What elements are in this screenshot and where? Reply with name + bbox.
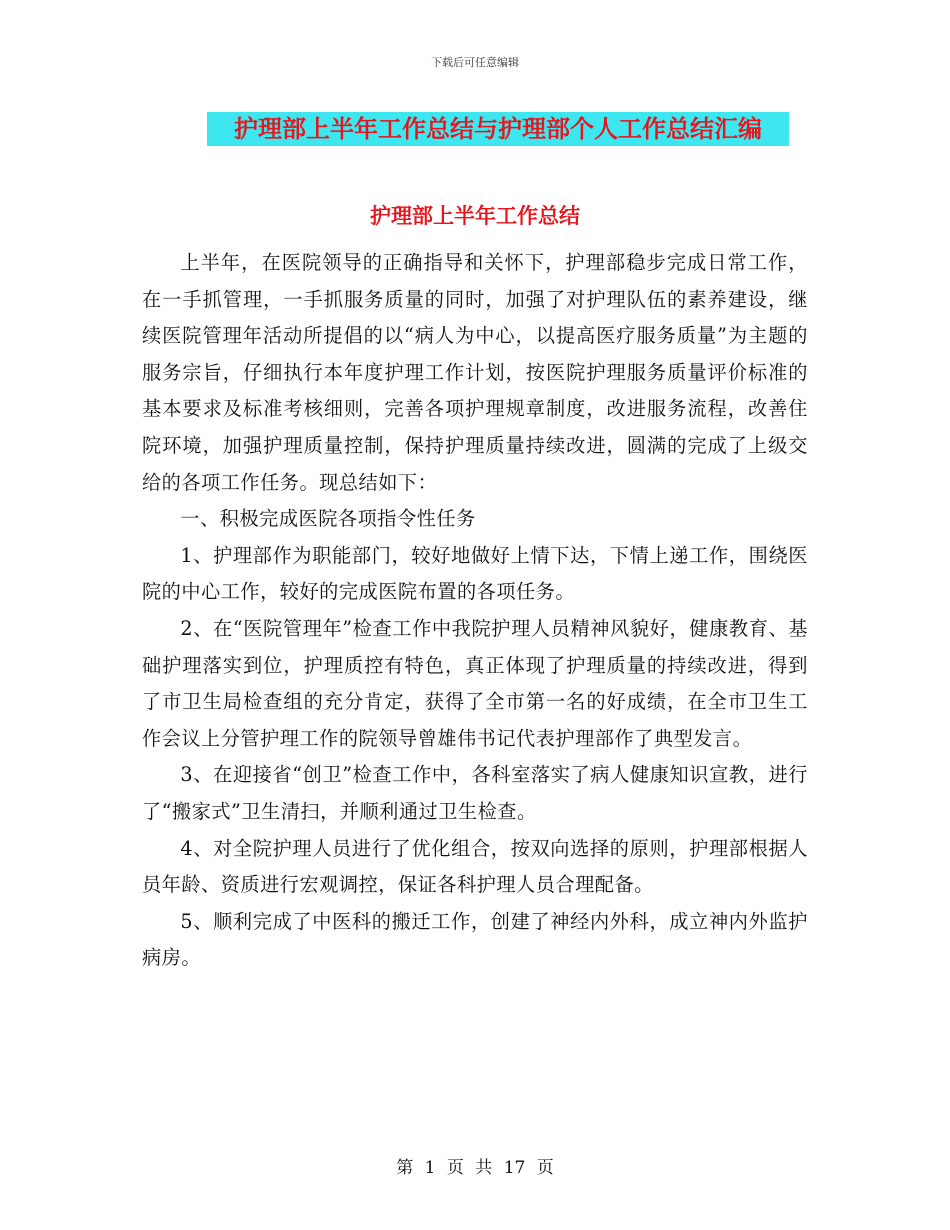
section-title: 护理部上半年工作总结 — [370, 204, 580, 228]
paragraph-item-4: 4、对全院护理人员进行了优化组合，按双向选择的原则，护理部根据人员年龄、资质进行宏观调控，保证各科护理人员合理配备。 — [142, 836, 808, 897]
main-title: 护理部上半年工作总结与护理部个人工作总结汇编 — [234, 115, 762, 143]
paragraph-item-3: 3、在迎接省“创卫”检查工作中，各科室落实了病人健康知识宣教，进行了“搬家式”卫生清扫，并顺利通过卫生检查。 — [142, 763, 808, 823]
body-text — [142, 245, 808, 977]
page-footer: 第 1 页 共 17 页 — [396, 1158, 554, 1178]
paragraph-item-1: 1、护理部作为职能部门，较好地做好上情下达，下情上递工作，围绕医院的中心工作，较好的完成医院布置的各项任务。 — [142, 543, 808, 604]
header-note: 下载后可任意编辑 — [431, 56, 519, 69]
main-title-highlight — [207, 112, 789, 146]
paragraph-item-2: 2、在“医院管理年”检查工作中我院护理人员精神风貌好，健康教育、基础护理落实到位，护理质控有特色，真正体现了护理质量的持续改进，得到了市卫生局检查组的充分肯定，获得了全市第一名的好成绩，在全市卫生工作会议上分管护理工作的院领导曾雄伟书记代表护理部作了典型发言。 — [142, 616, 808, 750]
paragraph-heading-1: 一、积极完成医院各项指令性任务 — [180, 507, 476, 531]
paragraph-item-5: 5、顺利完成了中医科的搬迁工作，创建了神经内外科，成立神内外监护病房。 — [142, 909, 808, 970]
paragraph-intro: 上半年，在医院领导的正确指导和关怀下，护理部稳步完成日常工作，在一手抓管理，一手抓服务质量的同时，加强了对护理队伍的素养建设，继续医院管理年活动所提倡的以“病人为中心，以提高医疗服务质量”为主题的服务宗旨，仔细执行本年度护理工作计划，按医院护理服务质量评价标准的基本要求及标准考核细则，完善各项护理规章制度，改进服务流程，改善住院环境，加强护理质量控制，保持护理质量持续改进，圆满的完成了上级交给的各项工作任务。现总结如下： — [142, 251, 808, 494]
